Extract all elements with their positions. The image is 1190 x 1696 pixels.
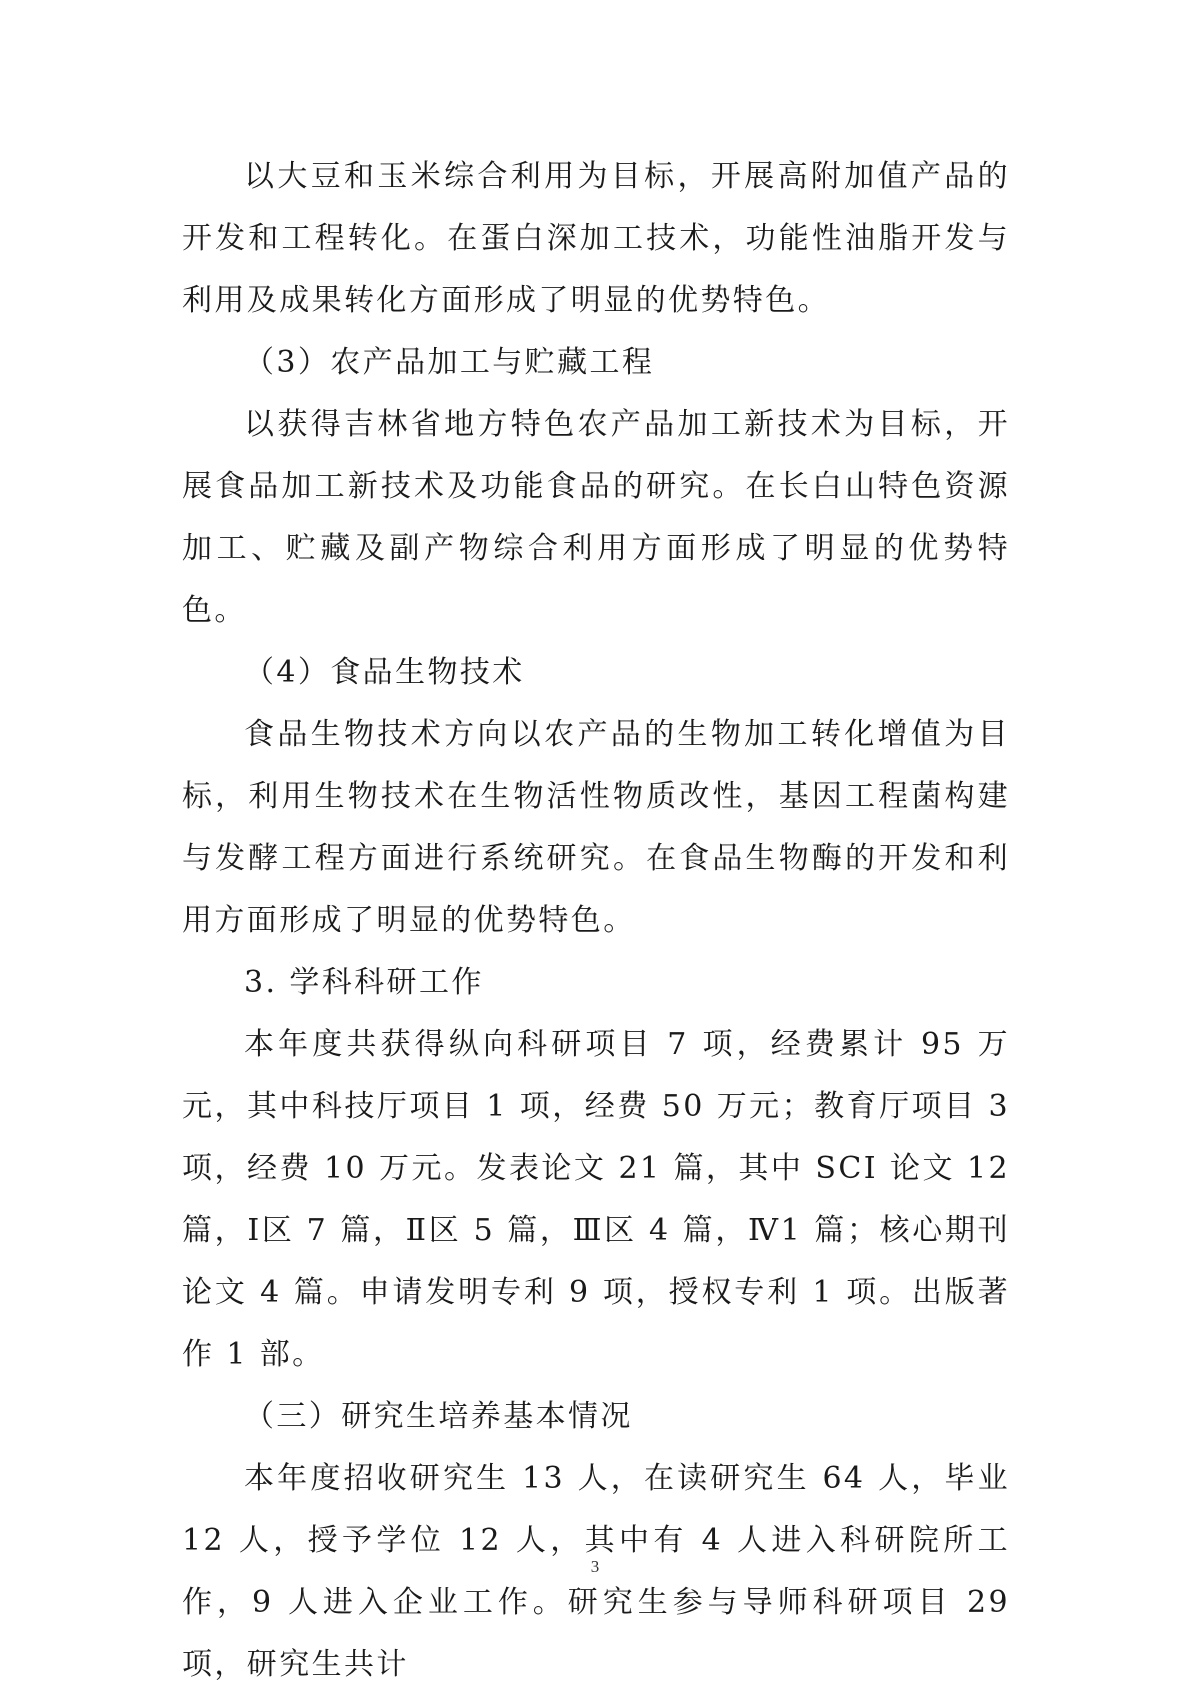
section-heading-research-work: 3. 学科科研工作 (244, 965, 484, 1000)
paragraph-food-biotech: 食品生物技术方向以农产品的生物加工转化增值为目标，利用生物技术在生物活性物质改性，基因工程菌构建与发酵工程方面进行系统研究。在食品生物酶的开发和利用方面形成了明显的优势特色。 (182, 717, 1010, 938)
section-heading-agri-processing-storage: （3）农产品加工与贮藏工程 (244, 345, 655, 380)
section-heading-graduate-training: （三）研究生培养基本情况 (244, 1399, 633, 1434)
paragraph-graduate-statistics: 本年度招收研究生 13 人，在读研究生 64 人，毕业 12 人，授予学位 12 人，其中有 4 人进入科研院所工作，9 人进入企业工作。研究生参与导师科研项目 29 项，研究生共计 (182, 1461, 1010, 1682)
section-heading-food-biotech: （4）食品生物技术 (244, 655, 525, 690)
paragraph-jilin-specialty-products: 以获得吉林省地方特色农产品加工新技术为目标，开展食品加工新技术及功能食品的研究。在长白山特色资源加工、贮藏及副产物综合利用方面形成了明显的优势特色。 (182, 407, 1010, 628)
paragraph-soy-corn-utilization: 以大豆和玉米综合利用为目标，开展高附加值产品的开发和工程转化。在蛋白深加工技术，功能性油脂开发与利用及成果转化方面形成了明显的优势特色。 (182, 159, 1010, 318)
page-number: 3 (590, 1557, 600, 1576)
paragraph-research-statistics: 本年度共获得纵向科研项目 7 项，经费累计 95 万元，其中科技厅项目 1 项，经费 50 万元；教育厅项目 3 项，经费 10 万元。发表论文 21 篇，其中 SCI 论文 12 篇，Ⅰ区 7 篇，Ⅱ区 5 篇，Ⅲ区 4 篇，Ⅳ1 篇；核心期刊论文 4 篇。申请发明专利 9 项，授权专利 1 项。出版著作 1 部。 (182, 1027, 1010, 1372)
page-content (182, 146, 1010, 1696)
